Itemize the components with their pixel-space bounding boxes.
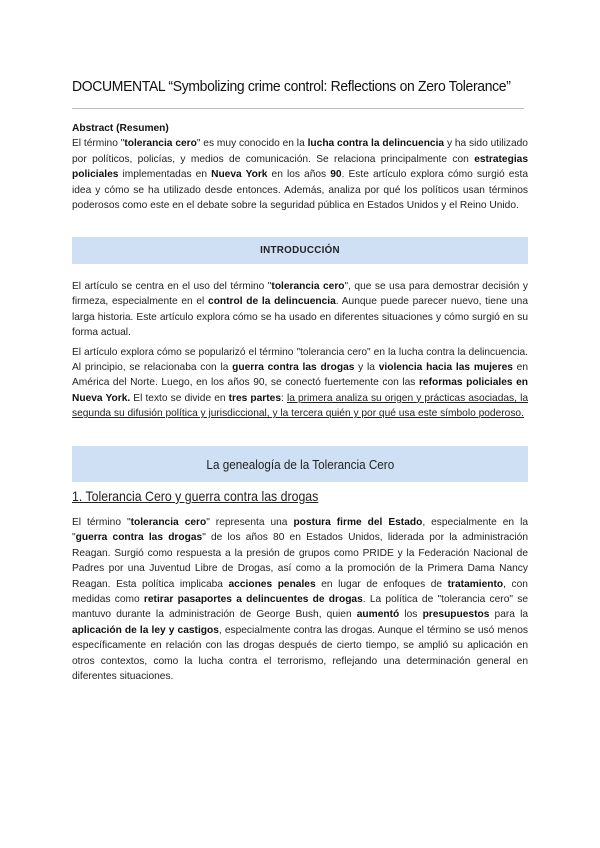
intro-paragraph-2: El artículo explora cómo se popularizó el término "tolerancia cero" en la lucha contra la delincuencia. Al principio, se relacionaba con la guerra contra las drogas y la violencia hacia las mujeres en América del Norte. Luego, en los años 90, se conectó fuertemente con las reformas policiales en Nueva York. El texto se divide en tres partes: la primera analiza su origen y prácticas asociadas, la segunda su difusión política y jurisdiccional, y la tercera quién y por qué usa este símbolo poderoso. (72, 346, 528, 420)
abstract-section (72, 121, 528, 213)
intro-heading: INTRODUCCIÓN (260, 245, 340, 256)
drugs-paragraph: El término "tolerancia cero" representa una postura firme del Estado, especialmente en la "guerra contra las drogas" de los años 80 en Estados Unidos, liderada por la administración Reagan. Surgió como respuesta a la presión de grupos como PRIDE y la Federación Nacional de Padres por una Juventud Libre de Drogas, así como a la promoción de la Primera Dama Nancy Reagan. Esta política implicaba acciones penales en lugar de enfoques de tratamiento, con medidas como retirar pasaportes a delincuentes de drogas. La política de "tolerancia cero" se mantuvo durante la administración de George Bush, quien aumentó los presupuestos para la aplicación de la ley y castigos, especialmente contra las drogas. Aunque el término se usó menos específicamente en relación con las drogas después de cierto tiempo, se amplió su aplicación en otros contextos, como la lucha contra el terrorismo, reflejando una determinación general en diferentes situaciones. (72, 517, 529, 683)
title-divider (72, 108, 524, 109)
abstract-paragraph: El término "tolerancia cero" es muy conocido en la lucha contra la delincuencia y ha sido utilizado por políticos, policías, y medios de comunicación. Se relaciona principalmente con estrategias policiales implementadas en Nueva York en los años 90. Este artículo explora cómo surgió esta idea y cómo se ha utilizado desde entonces. Además, analiza por qué los políticos usan términos poderosos como este en el debate sobre la seguridad pública en Estados Unidos y el Reino Unido. (72, 138, 528, 212)
intro-section (72, 279, 528, 422)
intro-paragraph-1: El artículo se centra en el uso del término "tolerancia cero", que se usa para demostrar decisión y firmeza, especialmente en el control de la delincuencia. Aunque puede parecer nuevo, tiene una larga historia. Este artículo explora cómo se ha usado en diferentes situaciones y cómo surgió en su forma actual. (72, 281, 528, 339)
genealogy-heading-band (72, 446, 528, 482)
subsection-heading: 1. Tolerancia Cero y guerra contra las drogas (72, 488, 319, 504)
document-title: DOCUMENTAL “Symbolizing crime control: Reflections on Zero Tolerance” (72, 78, 511, 95)
intro-heading-band (72, 237, 528, 264)
abstract-heading: Abstract (Resumen) (72, 123, 169, 134)
drugs-section (72, 515, 528, 684)
genealogy-heading: La genealogía de la Tolerancia Cero (206, 456, 394, 472)
